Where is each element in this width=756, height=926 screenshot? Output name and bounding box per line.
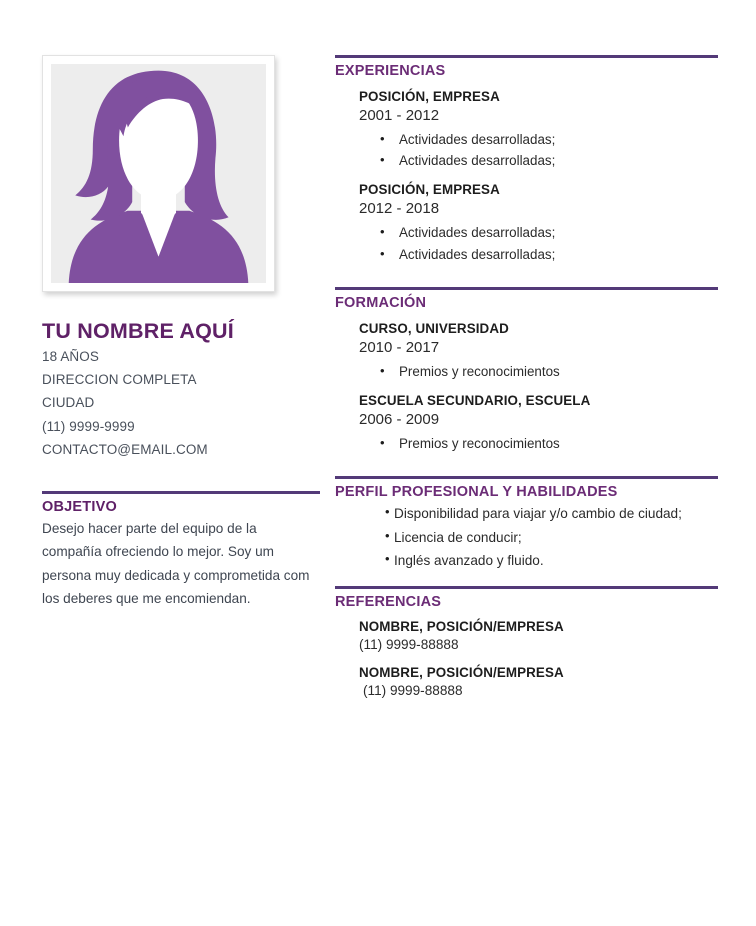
experience-entry (359, 182, 718, 265)
section-title-objective: OBJETIVO (42, 498, 117, 515)
experience-entry (359, 89, 718, 172)
profile-age: 18 AÑOS (42, 348, 99, 364)
list-item: • Licencia de conducir; (385, 526, 718, 549)
section-divider (335, 55, 718, 58)
entry-dates: 2006 - 2009 (359, 410, 440, 428)
section-divider (335, 586, 718, 589)
profile-address: DIRECCION COMPLETA (42, 372, 197, 388)
entry-dates: 2001 - 2012 (359, 107, 440, 124)
section-title-skills: PERFIL PROFESIONAL Y HABILIDADES (335, 484, 618, 501)
entry-dates: 2010 - 2017 (359, 339, 440, 357)
entry-role: POSICIÓN, EMPRESA (359, 89, 500, 104)
page-title: TU NOMBRE AQUÍ (42, 319, 234, 343)
entry-bullets (359, 129, 718, 172)
section-references (335, 586, 718, 701)
reference-name: NOMBRE, POSICIÓN/EMPRESA (359, 664, 564, 680)
entry-bullets (359, 433, 718, 455)
list-item: • Actividades desarrolladas; (359, 150, 718, 172)
reference-name: NOMBRE, POSICIÓN/EMPRESA (359, 619, 564, 635)
education-entry (359, 321, 718, 382)
list-item: • Disponibilidad para viajar y/o cambio de ciudad; (385, 502, 718, 525)
right-column (335, 55, 718, 701)
section-divider (42, 491, 320, 494)
profile-email: CONTACTO@EMAIL.COM (42, 441, 208, 457)
female-silhouette-avatar-icon (51, 64, 266, 283)
list-item: • Premios y reconocimientos (359, 433, 718, 455)
entry-bullets (359, 222, 718, 265)
reference-phone: (11) 9999-88888 (363, 682, 463, 698)
list-item: • Actividades desarrolladas; (359, 129, 718, 151)
reference-entry (359, 619, 718, 701)
objective-text: Desejo hacer parte del equipo de la compañía ofreciendo lo mejor. Soy um persona muy dedicada y comprometida com los deberes que me encomiendan. (42, 520, 310, 607)
skills-list (335, 502, 718, 572)
section-divider (335, 476, 718, 479)
entry-bullets (359, 361, 718, 383)
section-title-references: REFERENCIAS (335, 594, 442, 611)
list-item: • Inglés avanzado y fluido. (385, 549, 718, 572)
section-experience (335, 55, 718, 265)
education-entry (359, 393, 718, 454)
profile-phone: (11) 9999-9999 (42, 418, 135, 434)
reference-phone: (11) 9999-88888 (359, 637, 459, 653)
entry-role: ESCUELA SECUNDARIO, ESCUELA (359, 392, 591, 408)
profile-city: CIUDAD (42, 395, 95, 411)
section-skills (335, 476, 718, 572)
section-divider (335, 287, 718, 290)
section-title-experience: EXPERIENCIAS (335, 63, 446, 79)
list-item: • Actividades desarrolladas; (359, 222, 718, 244)
section-objective (42, 491, 320, 611)
photo-inner (51, 64, 266, 283)
section-education (335, 287, 718, 454)
left-column (42, 55, 320, 610)
list-item: • Premios y reconocimientos (359, 361, 718, 383)
entry-role: CURSO, UNIVERSIDAD (359, 321, 509, 337)
entry-role: POSICIÓN, EMPRESA (359, 182, 500, 198)
photo-placeholder (42, 55, 275, 292)
list-item: • Actividades desarrolladas; (359, 244, 718, 266)
section-title-education: FORMACIÓN (335, 295, 427, 312)
entry-dates: 2012 - 2018 (359, 200, 440, 218)
